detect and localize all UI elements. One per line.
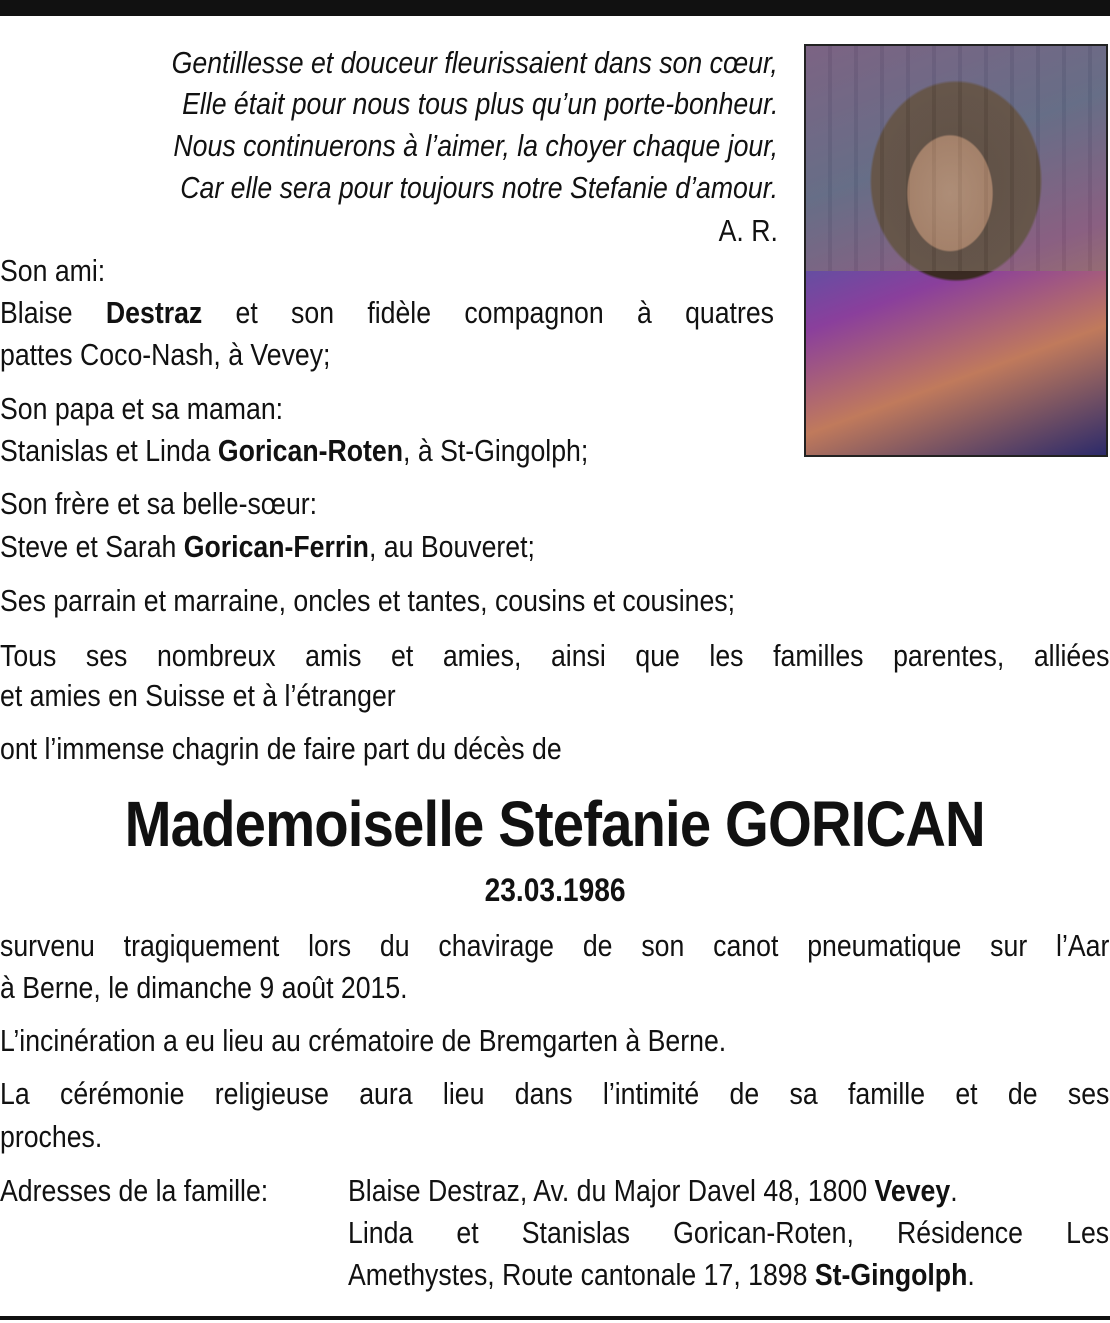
text: Amethystes, Route cantonale 17, 1898	[348, 1257, 815, 1292]
text: .	[950, 1173, 958, 1208]
portrait-photo	[804, 44, 1108, 457]
town: Vevey	[874, 1173, 951, 1208]
poem-line: Nous continuerons à l’aimer, la choyer chaque jour,	[173, 128, 778, 163]
surname: Gorican-Roten	[217, 433, 404, 468]
amis-line: Tous ses nombreux amis et amies, ainsi que les familles parentes, alliées	[0, 638, 1110, 673]
surname: Gorican-Ferrin	[183, 529, 369, 564]
bottom-border	[0, 1316, 1110, 1320]
frere-line	[0, 527, 535, 567]
poem-signature: A. R.	[718, 213, 778, 248]
ami-line-2: pattes Coco-Nash, à Vevey;	[0, 337, 331, 372]
text: .	[967, 1257, 975, 1292]
birth-date	[0, 872, 1110, 909]
address-1	[348, 1171, 958, 1211]
parents-label: Son papa et sa maman:	[0, 391, 284, 426]
address-2-line-2	[348, 1255, 975, 1295]
surname: Destraz	[105, 295, 203, 330]
top-border	[0, 0, 1110, 16]
text: Stanislas et Linda	[0, 433, 218, 468]
poem-line: Car elle sera pour toujours notre Stefanie d’amour.	[180, 170, 778, 205]
frere-label: Son frère et sa belle-sœur:	[0, 486, 318, 521]
incineration-line: L’incinération a eu lieu au crématoire de Bremgarten à Berne.	[0, 1023, 727, 1058]
name-text: Mademoiselle Stefanie GORICAN	[124, 788, 986, 860]
text: et son fidèle compagnon à quatres	[202, 295, 775, 330]
announce-line: ont l’immense chagrin de faire part du décès de	[0, 731, 562, 766]
photo-background	[806, 46, 1106, 271]
text: Blaise Destraz, Av. du Major Davel 48, 1800	[348, 1173, 875, 1208]
address-2-line-1: Linda et Stanislas Gorican-Roten, Résidence Les	[348, 1215, 1110, 1250]
deceased-name	[0, 786, 1110, 862]
date-text: 23.03.1986	[484, 872, 626, 908]
parrain-line: Ses parrain et marraine, oncles et tantes, cousins et cousines;	[0, 583, 736, 618]
poem-line: Gentillesse et douceur fleurissaient dans son cœur,	[171, 45, 778, 80]
text: Steve et Sarah	[0, 529, 184, 564]
town: St-Gingolph	[814, 1257, 968, 1292]
death-line: survenu tragiquement lors du chavirage de son canot pneumatique sur l’Aar	[0, 928, 1110, 963]
amis-line-2: et amies en Suisse et à l’étranger	[0, 678, 396, 713]
parents-line	[0, 431, 588, 471]
addresses-label: Adresses de la famille:	[0, 1173, 269, 1208]
ami-line	[0, 293, 774, 333]
text: , au Bouveret;	[368, 529, 535, 564]
ami-label: Son ami:	[0, 253, 106, 288]
ceremony-line: La cérémonie religieuse aura lieu dans l’intimité de sa famille et de ses	[0, 1076, 1110, 1111]
ceremony-line-2: proches.	[0, 1119, 103, 1154]
text: , à St-Gingolph;	[403, 433, 589, 468]
poem-line: Elle était pour nous tous plus qu’un porte-bonheur.	[181, 86, 778, 121]
death-line-2: à Berne, le dimanche 9 août 2015.	[0, 970, 408, 1005]
text: Blaise	[0, 295, 106, 330]
